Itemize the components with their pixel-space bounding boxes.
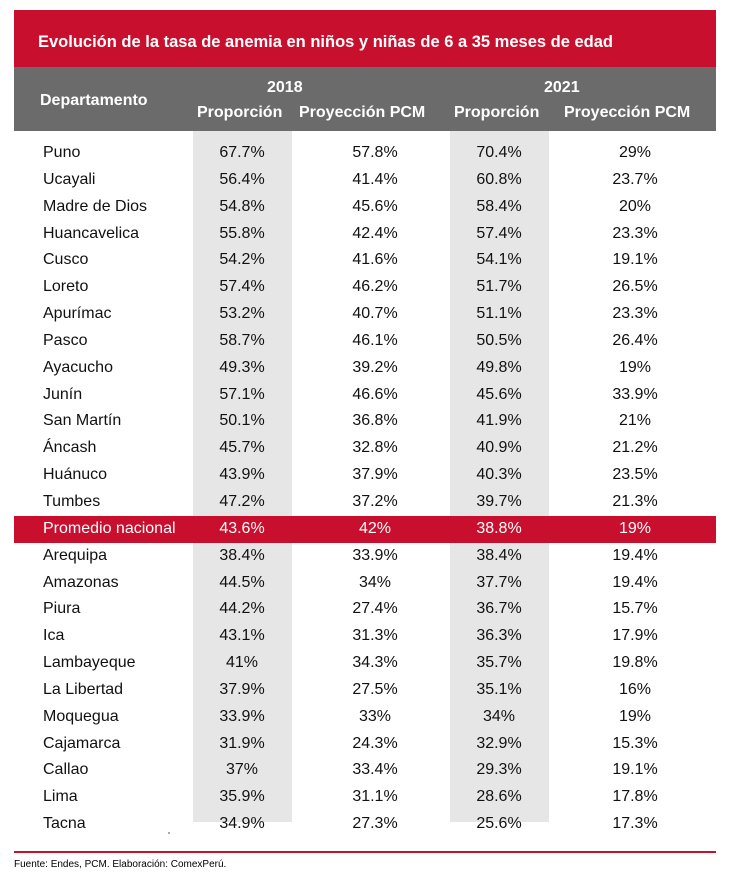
table-header [14, 67, 716, 131]
proyeccion-2021-cell: 19% [618, 707, 652, 725]
proyeccion-2021-cell: 17.8% [612, 788, 658, 806]
proyeccion-2021-cell: 23.5% [612, 466, 658, 484]
proyeccion-2018-cell: 41.6% [352, 251, 398, 269]
table-row [14, 408, 716, 435]
proyeccion-2018-cell: 34.3% [352, 654, 398, 672]
table-row [14, 677, 716, 704]
proyeccion-2021-cell: 19.8% [612, 654, 658, 672]
proporcion-2021-cell: 28.6% [476, 788, 522, 806]
table-row [14, 650, 716, 677]
table-row [14, 328, 716, 355]
proporcion-2021-cell: 41.9% [476, 412, 522, 430]
department-cell: Ucayali [43, 170, 96, 188]
proyeccion-2021-cell: 23.3% [612, 224, 658, 242]
proyeccion-2018-cell: 36.8% [352, 412, 398, 430]
proyeccion-2018-cell: 33.4% [352, 761, 398, 779]
separator-mark [168, 832, 170, 834]
department-cell: Pasco [43, 331, 88, 349]
proyeccion-2021-cell: 26.5% [612, 278, 658, 296]
proporcion-2021-cell: 40.9% [476, 439, 522, 457]
proporcion-2021-cell: 36.3% [476, 627, 522, 645]
department-cell: Callao [43, 761, 89, 779]
proporcion-2018-cell: 43.9% [219, 466, 265, 484]
proyeccion-2018-cell: 41.4% [352, 170, 398, 188]
table-title: Evolución de la tasa de anemia en niños y niñas de 6 a 35 meses de edad [14, 10, 716, 67]
proporcion-2018-cell: 49.3% [219, 358, 265, 376]
proyeccion-2021-cell: 16% [618, 680, 652, 698]
national-average-row [14, 516, 716, 543]
proporcion-2021-cell: 54.1% [476, 251, 522, 269]
proporcion-2018-cell: 33.9% [219, 707, 265, 725]
proyeccion-2021-cell: 15.7% [612, 600, 658, 618]
proporcion-2021-cell: 36.7% [476, 600, 522, 618]
proyeccion-2018-cell: 33% [358, 707, 392, 725]
proyeccion-2021-cell: 17.9% [612, 627, 658, 645]
table-row [14, 757, 716, 784]
table-row [14, 543, 716, 570]
proyeccion-2021-cell: 26.4% [612, 331, 658, 349]
proyeccion-2018-cell: 42.4% [352, 224, 398, 242]
proporcion-2021-cell: 51.7% [476, 278, 522, 296]
proporcion-2018-cell: 35.9% [219, 788, 265, 806]
proyeccion-2021-cell: 19% [618, 358, 652, 376]
proyeccion-2018-cell: 32.8% [352, 439, 398, 457]
proporcion-2018-cell: 50.1% [219, 412, 265, 430]
proporcion-2021-cell: 37.7% [476, 573, 522, 591]
department-cell: Ica [43, 627, 65, 645]
proyeccion-2018-cell: 46.6% [352, 385, 398, 403]
table-row [14, 811, 716, 838]
proporcion-2021-cell: 25.6% [476, 815, 522, 833]
proporcion-2018-cell: 41% [225, 654, 259, 672]
proporcion-2018-cell: 56.4% [219, 170, 265, 188]
proyeccion-2018-cell: 27.4% [352, 600, 398, 618]
department-cell: Tumbes [43, 492, 101, 510]
proyeccion-2018-cell: 57.8% [352, 144, 398, 161]
proyeccion-2018-cell: 46.2% [352, 278, 398, 296]
proyeccion-2018-cell: 45.6% [352, 197, 398, 215]
department-cell: Promedio nacional [43, 519, 176, 537]
table-row [14, 221, 716, 248]
proyeccion-2021-cell: 23.3% [612, 305, 658, 323]
department-cell: La Libertad [43, 680, 124, 698]
proporcion-2021-cell: 50.5% [476, 331, 522, 349]
proporcion-2021-cell: 49.8% [476, 358, 522, 376]
proporcion-2018-cell: 53.2% [219, 305, 265, 323]
proporcion-2018-cell: 43.1% [219, 627, 265, 645]
proyeccion-2018-cell: 39.2% [352, 358, 398, 376]
department-cell: Cajamarca [43, 734, 121, 752]
table-row [14, 167, 716, 194]
proyeccion-2021-cell: 15.3% [612, 734, 658, 752]
header-proporcion-2018: Proporción [197, 104, 283, 121]
proporcion-2018-cell: 45.7% [219, 439, 265, 457]
department-cell: Tacna [43, 815, 86, 833]
department-cell: Ayacucho [43, 358, 113, 376]
proporcion-2021-cell: 34% [482, 707, 516, 725]
department-cell: Loreto [43, 278, 89, 296]
proporcion-2018-cell: 37.9% [219, 680, 265, 698]
proyeccion-2018-cell: 31.1% [352, 788, 398, 806]
department-cell: Huancavelica [43, 224, 140, 242]
department-cell: Junín [43, 385, 83, 403]
proyeccion-2021-cell: 19.1% [612, 761, 658, 779]
table-row [14, 489, 716, 516]
department-cell: Lima [43, 788, 78, 806]
proyeccion-2021-cell: 29% [618, 144, 652, 161]
header-year-2018: 2018 [267, 79, 303, 96]
table-body [14, 140, 716, 838]
department-cell: Piura [43, 600, 81, 618]
header-year-2021: 2021 [544, 79, 580, 96]
proyeccion-2021-cell: 19.1% [612, 251, 658, 269]
department-cell: Cusco [43, 251, 89, 269]
proyeccion-2018-cell: 42% [358, 519, 392, 537]
table-row [14, 704, 716, 731]
proyeccion-2021-cell: 21.3% [612, 492, 658, 510]
department-cell: Arequipa [43, 546, 108, 564]
proporcion-2021-cell: 38.8% [476, 519, 522, 537]
proyeccion-2021-cell: 20% [618, 197, 652, 215]
department-cell: Puno [43, 144, 81, 161]
bottom-rule [14, 851, 716, 853]
proyeccion-2021-cell: 21% [618, 412, 652, 430]
table-row [14, 140, 716, 167]
proporcion-2018-cell: 54.2% [219, 251, 265, 269]
proyeccion-2018-cell: 40.7% [352, 305, 398, 323]
table-row [14, 784, 716, 811]
proporcion-2018-cell: 43.6% [219, 519, 265, 537]
proporcion-2018-cell: 57.4% [219, 278, 265, 296]
proyeccion-2021-cell: 17.3% [612, 815, 658, 833]
proporcion-2021-cell: 60.8% [476, 170, 522, 188]
proporcion-2021-cell: 45.6% [476, 385, 522, 403]
proporcion-2018-cell: 47.2% [219, 492, 265, 510]
proyeccion-2018-cell: 33.9% [352, 546, 398, 564]
proporcion-2018-cell: 31.9% [219, 734, 265, 752]
table-row [14, 194, 716, 221]
table-row [14, 301, 716, 328]
proyeccion-2021-cell: 19.4% [612, 546, 658, 564]
proyeccion-2021-cell: 21.2% [612, 439, 658, 457]
proporcion-2018-cell: 67.7% [219, 144, 265, 161]
proporcion-2021-cell: 35.7% [476, 654, 522, 672]
department-cell: Amazonas [43, 573, 119, 591]
department-cell: Madre de Dios [43, 197, 148, 215]
proporcion-2018-cell: 38.4% [219, 546, 265, 564]
table-row [14, 382, 716, 409]
proporcion-2021-cell: 35.1% [476, 680, 522, 698]
table-row [14, 247, 716, 274]
header-proporcion-2021: Proporción [454, 104, 540, 121]
table-row [14, 731, 716, 758]
proporcion-2018-cell: 55.8% [219, 224, 265, 242]
proporcion-2021-cell: 40.3% [476, 466, 522, 484]
department-cell: Lambayeque [43, 654, 136, 672]
proyeccion-2018-cell: 24.3% [352, 734, 398, 752]
proporcion-2021-cell: 70.4% [476, 144, 522, 161]
proporcion-2021-cell: 58.4% [476, 197, 522, 215]
proyeccion-2018-cell: 37.2% [352, 492, 398, 510]
proyeccion-2018-cell: 46.1% [352, 331, 398, 349]
table-row [14, 274, 716, 301]
proporcion-2018-cell: 44.2% [219, 600, 265, 618]
proporcion-2021-cell: 51.1% [476, 305, 522, 323]
proyeccion-2018-cell: 27.5% [352, 680, 398, 698]
proyeccion-2018-cell: 37.9% [352, 466, 398, 484]
table-row [14, 462, 716, 489]
department-cell: San Martín [43, 412, 122, 430]
proporcion-2021-cell: 57.4% [476, 224, 522, 242]
header-departamento: Departamento [40, 92, 148, 109]
proyeccion-2021-cell: 23.7% [612, 170, 658, 188]
proporcion-2018-cell: 37% [225, 761, 259, 779]
department-cell: Moquegua [43, 707, 119, 725]
header-proyeccion-2018: Proyección PCM [299, 104, 426, 121]
proyeccion-2021-cell: 33.9% [612, 385, 658, 403]
table-row [14, 435, 716, 462]
proporcion-2021-cell: 39.7% [476, 492, 522, 510]
department-cell: Áncash [43, 439, 97, 457]
table-row [14, 623, 716, 650]
proporcion-2021-cell: 29.3% [476, 761, 522, 779]
proporcion-2021-cell: 38.4% [476, 546, 522, 564]
header-proyeccion-2021: Proyección PCM [564, 104, 691, 121]
proyeccion-2018-cell: 31.3% [352, 627, 398, 645]
proyeccion-2018-cell: 27.3% [352, 815, 398, 833]
proporcion-2018-cell: 58.7% [219, 331, 265, 349]
department-cell: Apurímac [43, 305, 112, 323]
proporcion-2018-cell: 57.1% [219, 385, 265, 403]
proyeccion-2021-cell: 19.4% [612, 573, 658, 591]
table-row [14, 570, 716, 597]
proporcion-2018-cell: 44.5% [219, 573, 265, 591]
table-row [14, 596, 716, 623]
proporcion-2018-cell: 54.8% [219, 197, 265, 215]
proyeccion-2018-cell: 34% [358, 573, 392, 591]
source-note: Fuente: Endes, PCM. Elaboración: ComexPerú. [14, 859, 227, 870]
proyeccion-2021-cell: 19% [618, 519, 652, 537]
table-row [14, 355, 716, 382]
department-cell: Huánuco [43, 466, 108, 484]
proporcion-2018-cell: 34.9% [219, 815, 265, 833]
proporcion-2021-cell: 32.9% [476, 734, 522, 752]
